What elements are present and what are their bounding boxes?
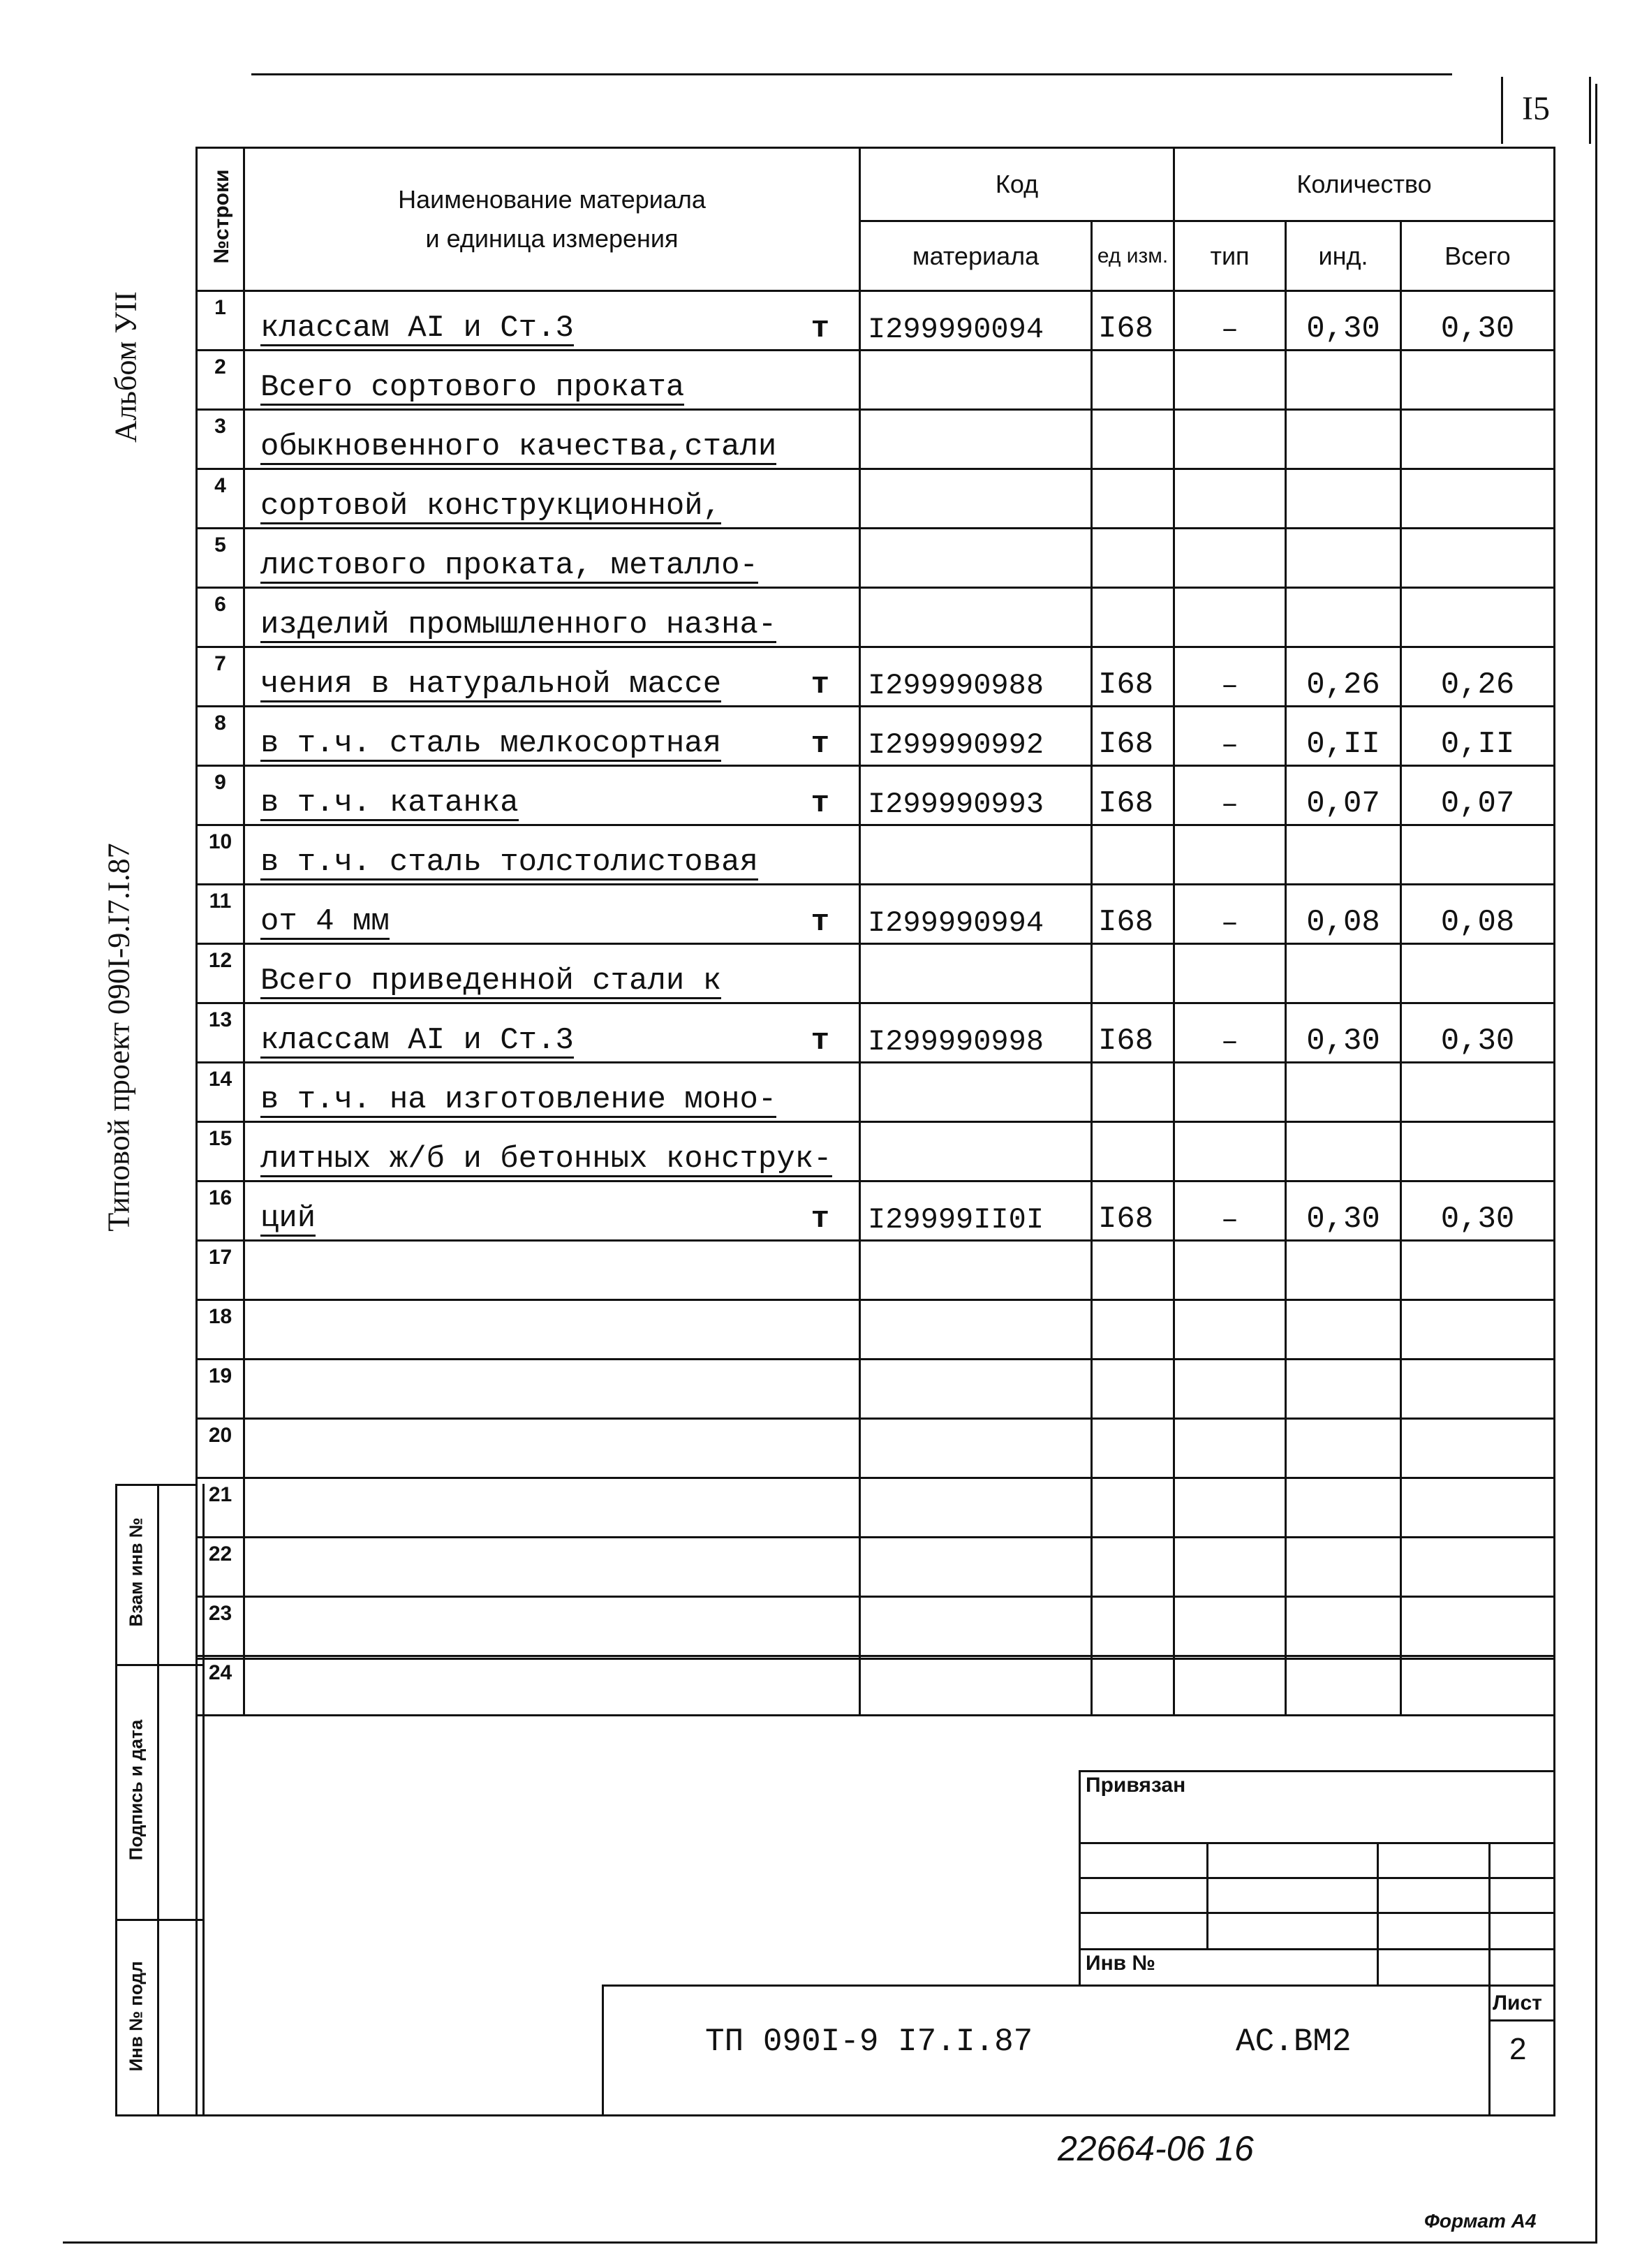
qty-ind (1286, 1241, 1401, 1300)
qty-total (1401, 1122, 1555, 1181)
qty-total (1401, 1360, 1555, 1419)
qty-total: 0,30 (1401, 1003, 1555, 1063)
qty-total: 0,30 (1401, 1181, 1555, 1241)
material-name (244, 469, 860, 529)
doc-code: ТП 090I-9 I7.I.87 (705, 2024, 1033, 2060)
qty-total: 0,II (1401, 707, 1555, 766)
material-name (244, 1241, 860, 1300)
stamp-sep-1 (115, 1664, 202, 1666)
qty-total (1401, 1478, 1555, 1538)
header-code-unit: ед изм. (1092, 221, 1174, 291)
material-name-text: листового проката, металло- (260, 547, 758, 583)
material-name-text: литных ж/б и бетонных конструк- (260, 1141, 832, 1177)
sheet-number-divider (1501, 77, 1503, 144)
qty-ind (1286, 469, 1401, 529)
stamp-inner-border (157, 1484, 159, 2116)
qty-ind (1286, 410, 1401, 469)
material-name (244, 588, 860, 647)
material-name-text: классам АI и Ст.3 (260, 310, 574, 346)
material-name-text: чения в натуральной массе (260, 666, 722, 702)
qty-total: 0,30 (1401, 291, 1555, 351)
privyazan-row-4 (1079, 1948, 1553, 1950)
row-number: 13 (197, 1003, 244, 1063)
material-name (244, 1656, 860, 1716)
table-row (197, 351, 1555, 410)
qty-ind (1286, 1597, 1401, 1656)
doc-block-left (602, 1984, 604, 2116)
unit-code (1092, 944, 1174, 1003)
stamp-podpis: Подпись и дата (125, 1719, 147, 1861)
material-code (860, 825, 1092, 885)
doc-mark: АС.ВМ2 (1236, 2024, 1352, 2060)
unit-code: I68 (1092, 766, 1174, 825)
qty-total (1401, 944, 1555, 1003)
unit-code (1092, 529, 1174, 588)
row-number: 22 (197, 1538, 244, 1597)
unit-code: I68 (1092, 707, 1174, 766)
privyazan-col-2 (1377, 1842, 1379, 1987)
row-number: 9 (197, 766, 244, 825)
material-name (244, 351, 860, 410)
header-qty-ind: инд. (1286, 221, 1401, 291)
qty-type (1174, 1478, 1286, 1538)
qty-type: – (1174, 647, 1286, 707)
material-name-text: обыкновенного качества,стали (260, 429, 777, 464)
material-code: I299990094 (860, 291, 1092, 351)
material-name (244, 825, 860, 885)
top-rule (251, 73, 1452, 75)
qty-type: – (1174, 766, 1286, 825)
qty-type (1174, 351, 1286, 410)
footer-top-rule (195, 1658, 1553, 1660)
qty-type (1174, 825, 1286, 885)
qty-type (1174, 529, 1286, 588)
row-number: 1 (197, 291, 244, 351)
row-number: 2 (197, 351, 244, 410)
material-name-text: изделий промышленного назна- (260, 607, 777, 642)
table-row (197, 766, 1555, 825)
qty-total (1401, 410, 1555, 469)
row-number: 14 (197, 1063, 244, 1122)
material-name (244, 1538, 860, 1597)
unit-code (1092, 1241, 1174, 1300)
row-number: 21 (197, 1478, 244, 1538)
qty-ind: 0,07 (1286, 766, 1401, 825)
list-number: 2 (1509, 2032, 1527, 2066)
material-code (860, 944, 1092, 1003)
unit-code (1092, 1656, 1174, 1716)
header-code-material: материала (860, 221, 1092, 291)
privyazan-top (1079, 1770, 1553, 1772)
table-row (197, 944, 1555, 1003)
material-unit: т (811, 311, 829, 346)
row-number: 12 (197, 944, 244, 1003)
material-name (244, 885, 860, 944)
material-name (244, 944, 860, 1003)
material-name-text: в т.ч. на изготовление моно- (260, 1082, 777, 1117)
privyazan-row-3 (1079, 1912, 1553, 1914)
list-box-sep (1488, 2019, 1555, 2022)
table-row (197, 1063, 1555, 1122)
table-row (197, 529, 1555, 588)
qty-total (1401, 469, 1555, 529)
table-row (197, 1300, 1555, 1360)
materials-table-body (197, 291, 1555, 1716)
qty-type: – (1174, 707, 1286, 766)
material-unit: т (811, 1024, 829, 1059)
material-code: I29999II0I (860, 1181, 1092, 1241)
footer-right-border (1553, 1658, 1555, 2116)
qty-type (1174, 1597, 1286, 1656)
qty-total: 0,08 (1401, 885, 1555, 944)
table-row (197, 1241, 1555, 1300)
material-code: I299990994 (860, 885, 1092, 944)
row-number: 23 (197, 1597, 244, 1656)
material-code (860, 1241, 1092, 1300)
stamp-bottom (115, 2114, 205, 2116)
material-code (860, 529, 1092, 588)
footer-left-border (195, 1658, 198, 2116)
table-row (197, 885, 1555, 944)
unit-code (1092, 1122, 1174, 1181)
row-number: 4 (197, 469, 244, 529)
qty-type (1174, 944, 1286, 1003)
material-code: I299990988 (860, 647, 1092, 707)
album-label: Альбом УII (108, 291, 143, 443)
row-number: 16 (197, 1181, 244, 1241)
row-number: 10 (197, 825, 244, 885)
unit-code (1092, 1597, 1174, 1656)
material-name-text: сортовой конструкционной, (260, 488, 722, 524)
unit-code (1092, 588, 1174, 647)
table-row (197, 1360, 1555, 1419)
qty-type (1174, 469, 1286, 529)
material-code (860, 1122, 1092, 1181)
table-row (197, 825, 1555, 885)
unit-code: I68 (1092, 1003, 1174, 1063)
material-unit: т (811, 905, 829, 940)
material-code: I299990993 (860, 766, 1092, 825)
qty-total (1401, 351, 1555, 410)
material-name-text: классам АI и Ст.3 (260, 1022, 574, 1058)
material-name-text: в т.ч. сталь мелкосортная (260, 726, 722, 761)
materials-table (195, 147, 1555, 1716)
material-name-text: в т.ч. сталь толстолистовая (260, 844, 758, 880)
header-qty-type: тип (1174, 221, 1286, 291)
row-number: 5 (197, 529, 244, 588)
unit-code: I68 (1092, 647, 1174, 707)
material-unit: т (811, 668, 829, 702)
row-number: 17 (197, 1241, 244, 1300)
list-label: Лист (1493, 1991, 1542, 2015)
table-row (197, 1419, 1555, 1478)
material-name-text: от 4 мм (260, 904, 390, 939)
material-name-text: в т.ч. катанка (260, 785, 519, 820)
qty-ind: 0,30 (1286, 291, 1401, 351)
row-number: 18 (197, 1300, 244, 1360)
row-number: 20 (197, 1419, 244, 1478)
header-name: Наименование материала и единица измерения (244, 148, 860, 291)
qty-total (1401, 1597, 1555, 1656)
row-number: 11 (197, 885, 244, 944)
qty-total (1401, 1241, 1555, 1300)
format-label: Формат А4 (1424, 2210, 1537, 2232)
material-code: I299990992 (860, 707, 1092, 766)
sheet-number: I5 (1522, 90, 1550, 127)
material-name (244, 1419, 860, 1478)
list-box-left (1488, 1984, 1491, 2116)
table-row (197, 1003, 1555, 1063)
privyazan-label: Привязан (1086, 1774, 1186, 1797)
material-name (244, 707, 860, 766)
qty-ind (1286, 1419, 1401, 1478)
table-row (197, 1122, 1555, 1181)
qty-type: – (1174, 1003, 1286, 1063)
qty-total: 0,26 (1401, 647, 1555, 707)
table-row (197, 1538, 1555, 1597)
qty-total (1401, 1063, 1555, 1122)
row-number: 15 (197, 1122, 244, 1181)
qty-ind (1286, 1478, 1401, 1538)
material-code (860, 1478, 1092, 1538)
qty-ind: 0,II (1286, 707, 1401, 766)
material-name (244, 1300, 860, 1360)
row-number: 3 (197, 410, 244, 469)
material-name (244, 1181, 860, 1241)
table-row (197, 588, 1555, 647)
header-qty: Количество (1174, 148, 1555, 221)
material-name (244, 1063, 860, 1122)
qty-ind: 0,26 (1286, 647, 1401, 707)
unit-code: I68 (1092, 885, 1174, 944)
table-row (197, 469, 1555, 529)
unit-code (1092, 1300, 1174, 1360)
material-name (244, 291, 860, 351)
qty-total: 0,07 (1401, 766, 1555, 825)
material-name (244, 1478, 860, 1538)
qty-ind (1286, 1300, 1401, 1360)
material-unit: т (811, 786, 829, 821)
unit-code (1092, 1419, 1174, 1478)
row-number: 19 (197, 1360, 244, 1419)
unit-code (1092, 410, 1174, 469)
qty-type: – (1174, 885, 1286, 944)
project-label: Типовой проект 090I-9.I7.I.87 (101, 843, 136, 1232)
qty-ind (1286, 1360, 1401, 1419)
unit-code (1092, 1538, 1174, 1597)
stamp-left-border (115, 1484, 117, 2116)
material-code (860, 1597, 1092, 1656)
qty-type (1174, 588, 1286, 647)
material-name-text: Всего приведенной стали к (260, 963, 722, 999)
material-code: I299990998 (860, 1003, 1092, 1063)
qty-total (1401, 529, 1555, 588)
material-code (860, 588, 1092, 647)
material-name-text: Всего сортового проката (260, 369, 685, 405)
stamp-sep-2 (115, 1919, 202, 1921)
row-number: 24 (197, 1656, 244, 1716)
table-row (197, 647, 1555, 707)
qty-ind (1286, 351, 1401, 410)
qty-ind (1286, 1656, 1401, 1716)
qty-type (1174, 1656, 1286, 1716)
unit-code: I68 (1092, 1181, 1174, 1241)
material-code (860, 410, 1092, 469)
table-row (197, 1656, 1555, 1716)
unit-code (1092, 351, 1174, 410)
material-name-text: ций (260, 1200, 316, 1236)
qty-total (1401, 588, 1555, 647)
material-code (860, 1360, 1092, 1419)
qty-total (1401, 825, 1555, 885)
unit-code (1092, 1478, 1174, 1538)
table-row (197, 410, 1555, 469)
unit-code (1092, 825, 1174, 885)
header-row-num: №строки (197, 148, 244, 291)
footer-bottom-rule (195, 2114, 1555, 2116)
qty-type (1174, 1419, 1286, 1478)
qty-type (1174, 1360, 1286, 1419)
privyazan-row-1 (1079, 1842, 1553, 1844)
material-code (860, 1419, 1092, 1478)
material-unit: т (811, 1202, 829, 1237)
stamp-top (115, 1484, 198, 1486)
qty-type (1174, 410, 1286, 469)
qty-ind: 0,30 (1286, 1181, 1401, 1241)
privyazan-row-2 (1079, 1877, 1553, 1879)
table-row (197, 707, 1555, 766)
qty-type (1174, 1241, 1286, 1300)
qty-ind (1286, 825, 1401, 885)
stamp-vzam: Взам инв № (125, 1517, 147, 1627)
qty-type (1174, 1538, 1286, 1597)
row-number: 6 (197, 588, 244, 647)
material-name (244, 1360, 860, 1419)
inv-no-label: Инв № (1086, 1952, 1155, 1975)
unit-code (1092, 469, 1174, 529)
qty-ind (1286, 1538, 1401, 1597)
material-name (244, 529, 860, 588)
unit-code (1092, 1063, 1174, 1122)
qty-type (1174, 1063, 1286, 1122)
material-name (244, 647, 860, 707)
material-code (860, 1656, 1092, 1716)
qty-total (1401, 1419, 1555, 1478)
qty-ind (1286, 529, 1401, 588)
qty-type: – (1174, 291, 1286, 351)
qty-ind (1286, 1063, 1401, 1122)
material-name (244, 1003, 860, 1063)
material-unit: т (811, 727, 829, 762)
doc-block-top (602, 1984, 1555, 1987)
row-number: 7 (197, 647, 244, 707)
qty-ind (1286, 944, 1401, 1003)
qty-ind: 0,08 (1286, 885, 1401, 944)
table-row (197, 1597, 1555, 1656)
stamp-inv-podl: Инв № подл (125, 1961, 147, 2072)
privyazan-col-3 (1488, 1842, 1491, 1987)
material-code (860, 1300, 1092, 1360)
unit-code: I68 (1092, 291, 1174, 351)
material-code (860, 351, 1092, 410)
qty-ind (1286, 1122, 1401, 1181)
stamp-number: 22664-06 16 (1058, 2129, 1254, 2168)
qty-type (1174, 1300, 1286, 1360)
material-name (244, 766, 860, 825)
material-code (860, 1063, 1092, 1122)
table-row (197, 1181, 1555, 1241)
material-name (244, 1122, 860, 1181)
header-code: Код (860, 148, 1174, 221)
page-right-border (1595, 84, 1597, 2241)
table-row (197, 291, 1555, 351)
header-qty-total: Всего (1401, 221, 1555, 291)
row-number: 8 (197, 707, 244, 766)
qty-ind: 0,30 (1286, 1003, 1401, 1063)
privyazan-col-1 (1206, 1842, 1208, 1948)
qty-total (1401, 1656, 1555, 1716)
page-bottom-rule (63, 2241, 1597, 2244)
qty-total (1401, 1538, 1555, 1597)
qty-ind (1286, 588, 1401, 647)
unit-code (1092, 1360, 1174, 1419)
material-code (860, 469, 1092, 529)
material-code (860, 1538, 1092, 1597)
qty-type: – (1174, 1181, 1286, 1241)
material-name (244, 410, 860, 469)
material-name (244, 1597, 860, 1656)
sheet-number-right-border (1589, 77, 1591, 144)
table-row (197, 1478, 1555, 1538)
qty-total (1401, 1300, 1555, 1360)
qty-type (1174, 1122, 1286, 1181)
